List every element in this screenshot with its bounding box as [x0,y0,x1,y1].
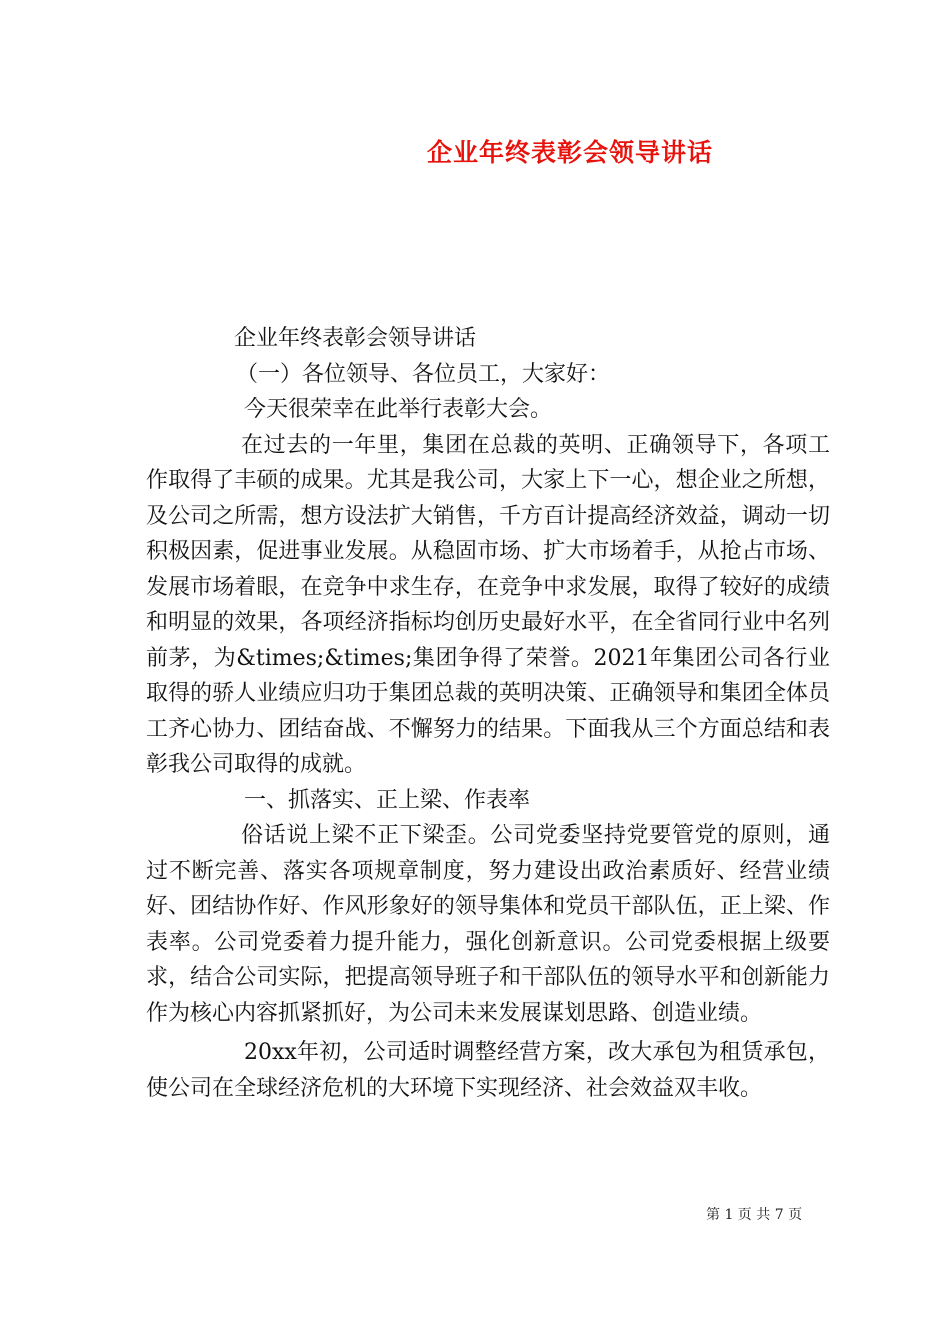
document-body [146,321,830,1106]
document-subtitle: 企业年终表彰会领导讲话 [234,326,477,351]
paragraph-2: 俗话说上梁不正下梁歪。公司党委坚持党要管党的原则，通过不断完善、落实各项规章制度，努力建设出政治素质好、经营业绩好、团结协作好、作风形象好的领导集体和党员干部队伍，正上梁、作表率。公司党委着力提升能力，强化创新意识。公司党委根据上级要求，结合公司实际，把提高领导班子和干部队伍的领导水平和创新能力作为核心内容抓紧抓好，为公司未来发展谋划思路、创造业绩。 [146,823,830,1026]
section-heading: 一、抓落实、正上梁、作表率 [244,787,531,813]
document-title: 企业年终表彰会领导讲话 [426,138,713,167]
paragraph-1: 在过去的一年里，集团在总裁的英明、正确领导下，各项工作取得了丰硕的成果。尤其是我公司，大家上下一心，想企业之所想，及公司之所需，想方设法扩大销售，千方百计提高经济效益，调动一切积极因素，促进事业发展。从稳固市场、扩大市场着手，从抢占市场、发展市场着眼，在竞争中求生存，在竞争中求发展，取得了较好的成绩和明显的效果，各项经济指标均创历史最好水平，在全省同行业中名列前茅，为&times;&times;集团争得了荣誉。2021年集团公司各行业取得的骄人业绩应归功于集团总裁的英明决策、正确领导和集团全体员工齐心协力、团结奋战、不懈努力的结果。下面我从三个方面总结和表彰我公司取得的成就。 [146,432,830,777]
greeting-line: （一）各位领导、各位员工，大家好： [236,361,611,387]
paragraph-3: 20xx年初，公司适时调整经营方案，改大承包为租赁承包，使公司在全球经济危机的大环境下实现经济、社会效益双丰收。 [146,1040,830,1101]
page-number: 第 1 页 共 7 页 [706,1207,803,1223]
opening-line: 今天很荣幸在此举行表彰大会。 [244,397,553,422]
